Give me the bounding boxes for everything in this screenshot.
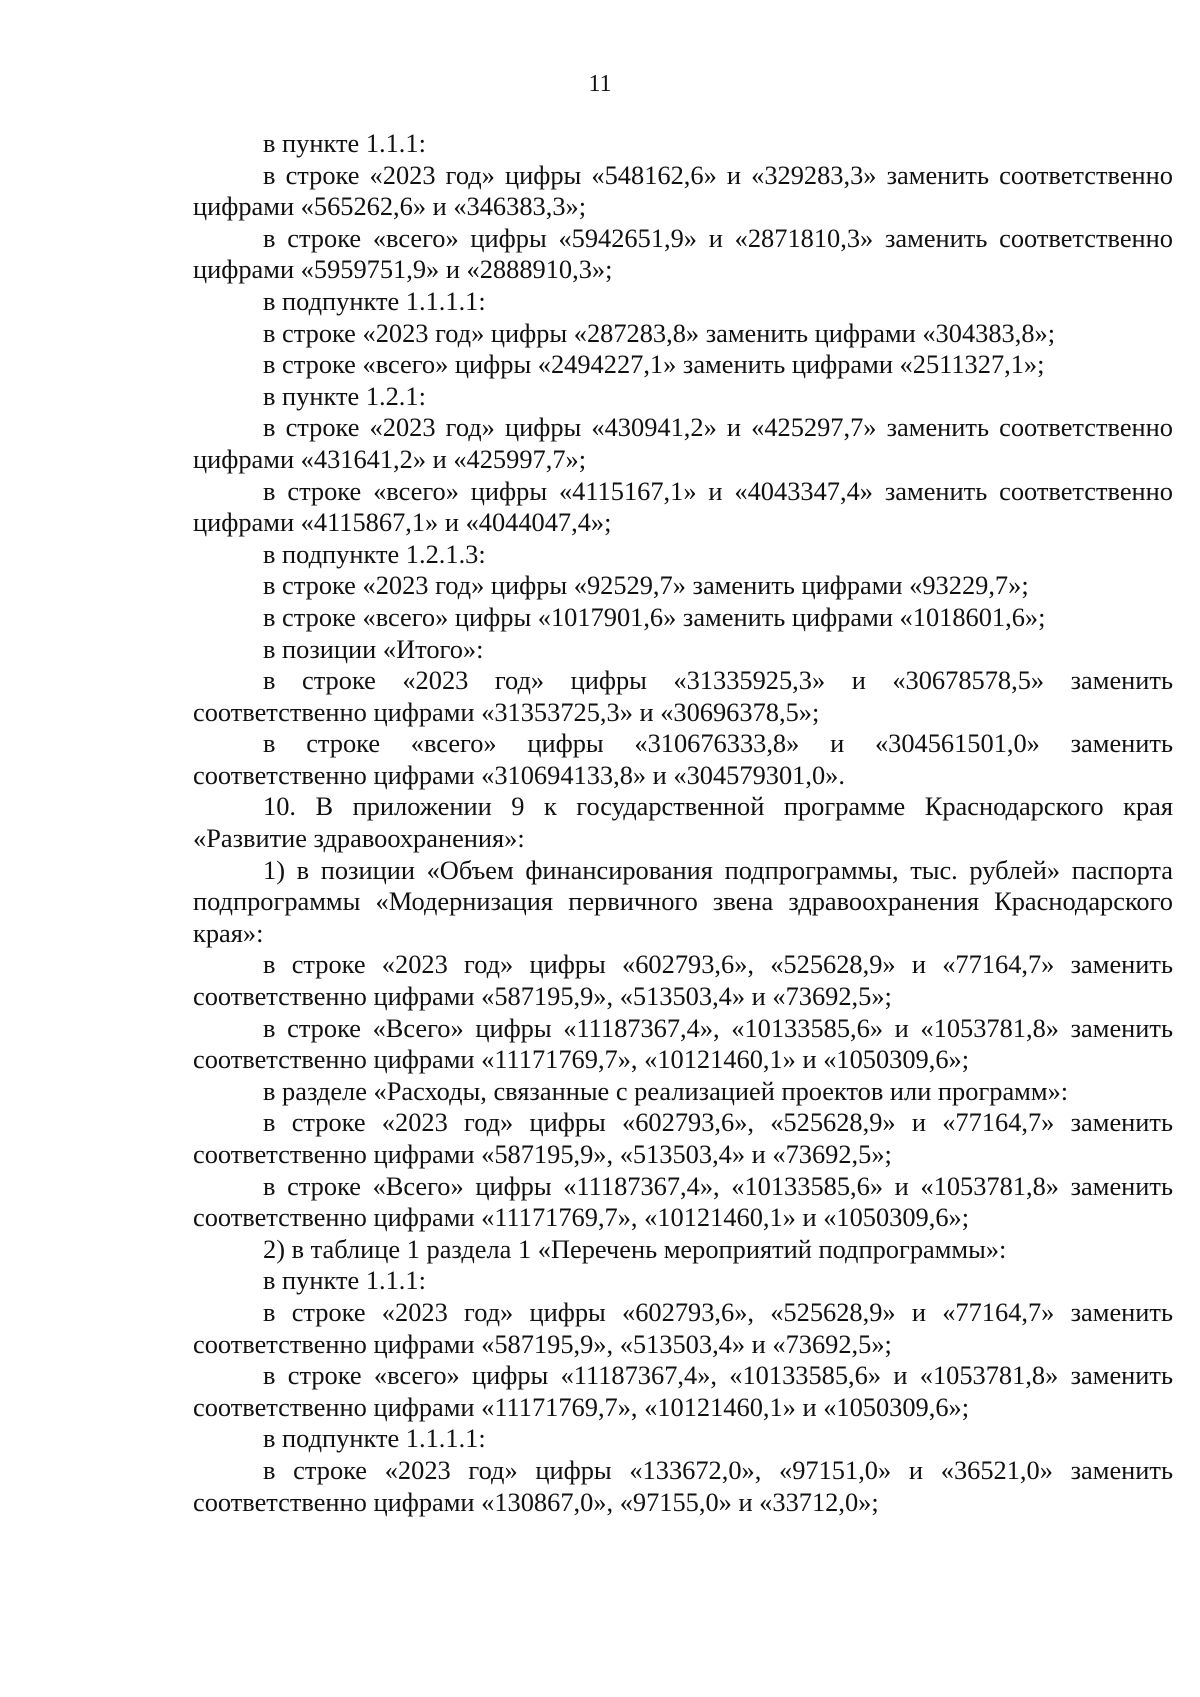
paragraph: в строке «всего» цифры «11187367,4», «10133585,6» и «1053781,8» заменить соответственно цифрами «11171769,7», «10121460,1» и «1050309,6»;	[193, 1360, 1173, 1422]
paragraph: в позиции «Итого»:	[263, 633, 484, 664]
document-body	[193, 128, 1173, 1518]
paragraph: 1) в позиции «Объем финансирования подпрограммы, тыс. рублей» паспорта подпрограммы «Модернизация первичного звена здравоохранения Краснодарского края»:	[193, 854, 1173, 948]
paragraph: в строке «Всего» цифры «11187367,4», «10133585,6» и «1053781,8» заменить соответственно цифрами «11171769,7», «10121460,1» и «1050309,6»;	[193, 1170, 1173, 1233]
page-number: 11	[588, 71, 612, 97]
paragraph: в строке «всего» цифры «310676333,8» и «304561501,0» заменить соответственно цифрами «310694133,8» и «304579301,0».	[193, 728, 1173, 790]
paragraph: в строке «2023 год» цифры «31335925,3» и «30678578,5» заменить соответственно цифрами «31353725,3» и «30696378,5»;	[193, 665, 1173, 727]
paragraph: в строке «2023 год» цифры «133672,0», «97151,0» и «36521,0» заменить соответственно цифрами «130867,0», «97155,0» и «33712,0»;	[193, 1454, 1173, 1517]
paragraph: в строке «2023 год» цифры «602793,6», «525628,9» и «77164,7» заменить соответственно цифрами «587195,9», «513503,4» и «73692,5»;	[193, 1107, 1173, 1169]
paragraph: в строке «2023 год» цифры «287283,8» заменить цифрами «304383,8»;	[263, 317, 1056, 348]
paragraph: в строке «2023 год» цифры «92529,7» заменить цифрами «93229,7»;	[263, 570, 1029, 601]
paragraph: в разделе «Расходы, связанные с реализацией проектов или программ»:	[263, 1075, 1069, 1106]
paragraph: в пункте 1.1.1:	[263, 128, 426, 158]
paragraph: в пункте 1.2.1:	[263, 380, 426, 411]
paragraph: в подпункте 1.1.1.1:	[263, 285, 486, 316]
paragraph: в строке «всего» цифры «2494227,1» заменить цифрами «2511327,1»;	[263, 349, 1045, 380]
paragraph: в строке «2023 год» цифры «430941,2» и «425297,7» заменить соответственно цифрами «431641,2» и «425997,7»;	[193, 412, 1173, 474]
paragraph: 10. В приложении 9 к государственной программе Краснодарского края «Развитие здравоохранения»:	[193, 791, 1173, 854]
paragraph: в строке «всего» цифры «5942651,9» и «2871810,3» заменить соответственно цифрами «5959751,9» и «2888910,3»;	[193, 222, 1173, 285]
paragraph: в подпункте 1.1.1.1:	[263, 1423, 486, 1454]
paragraph: 2) в таблице 1 раздела 1 «Перечень мероприятий подпрограммы»:	[263, 1233, 1007, 1264]
paragraph: в пункте 1.1.1:	[263, 1265, 426, 1296]
paragraph: в строке «2023 год» цифры «548162,6» и «329283,3» заменить соответственно цифрами «565262,6» и «346383,3»;	[193, 159, 1173, 222]
paragraph: в строке «всего» цифры «4115167,1» и «4043347,4» заменить соответственно цифрами «4115867,1» и «4044047,4»;	[193, 475, 1173, 538]
paragraph: в подпункте 1.2.1.3:	[263, 538, 486, 569]
paragraph: в строке «2023 год» цифры «602793,6», «525628,9» и «77164,7» заменить соответственно цифрами «587195,9», «513503,4» и «73692,5»;	[193, 949, 1173, 1012]
paragraph: в строке «всего» цифры «1017901,6» заменить цифрами «1018601,6»;	[263, 601, 1046, 632]
paragraph: в строке «Всего» цифры «11187367,4», «10133585,6» и «1053781,8» заменить соответственно цифрами «11171769,7», «10121460,1» и «1050309,6»;	[193, 1012, 1173, 1075]
paragraph: в строке «2023 год» цифры «602793,6», «525628,9» и «77164,7» заменить соответственно цифрами «587195,9», «513503,4» и «73692,5»;	[193, 1296, 1173, 1359]
